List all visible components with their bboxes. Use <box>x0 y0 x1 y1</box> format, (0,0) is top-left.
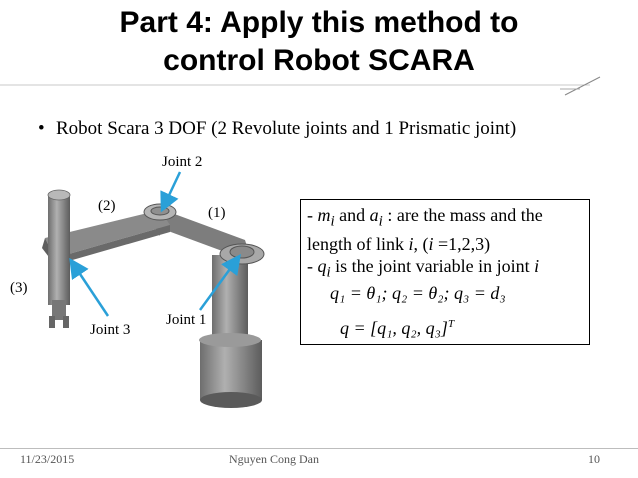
box-line-1: - $m_i$ and $a_i$ : are the mass and the <box>307 205 543 230</box>
bullet-symbol: • <box>38 118 45 139</box>
title-line-1: Part 4: Apply this method to <box>119 6 519 39</box>
title-line-2: control Robot SCARA <box>163 44 475 77</box>
label-link-3: (3) <box>10 280 28 296</box>
footer-divider <box>0 448 638 449</box>
joint-variable-equation: q₁ = θ₁; q₂ = θ₂; q₃ = d₃ <box>330 283 506 303</box>
box-line-2: length of link i, (i =1,2,3) <box>307 233 491 254</box>
footer-author: Nguyen Cong Dan <box>229 452 319 466</box>
label-link-1: (1) <box>208 205 226 221</box>
label-joint-3: Joint 3 <box>90 322 131 338</box>
arrow-joint-3 <box>72 262 108 316</box>
box-line-3: - $q_i$ is the joint variable in joint i <box>307 255 540 281</box>
footer-page-number: 10 <box>588 452 600 466</box>
bullet-text: Robot Scara 3 DOF (2 Revolute joints and 1 Prismatic joint) <box>56 118 517 139</box>
label-link-2: (2) <box>98 198 116 214</box>
vector-equation: q = [q₁, q₂, q₃]$^T$ <box>340 318 455 338</box>
label-joint-1: Joint 1 <box>166 312 207 328</box>
arrow-joint-1 <box>200 258 238 310</box>
label-joint-2: Joint 2 <box>162 154 203 170</box>
arrow-joint-2 <box>163 172 180 208</box>
footer-date: 11/23/2015 <box>20 452 75 466</box>
